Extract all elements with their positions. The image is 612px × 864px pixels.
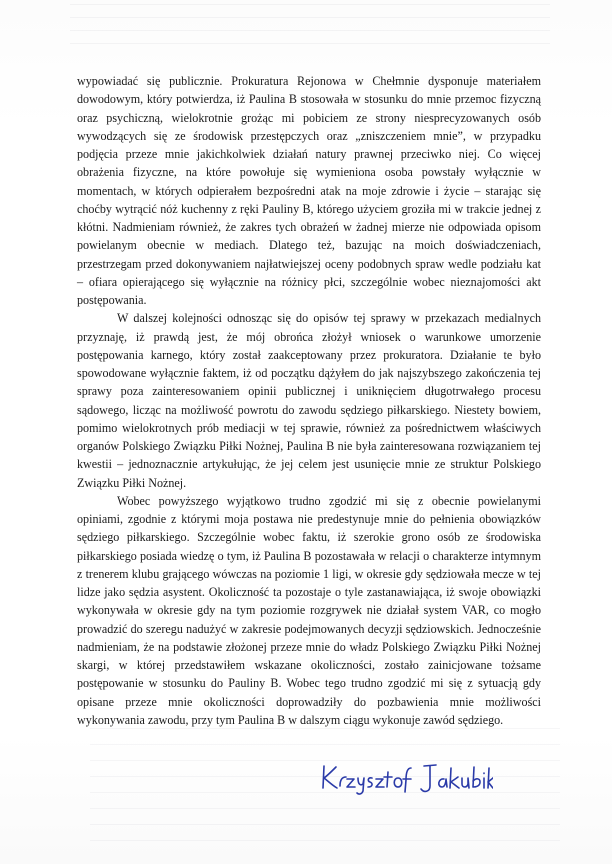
paragraph-referee-duties: Wobec powyższego wyjątkowo trudno zgodzić mi się z obecnie powielanymi opiniami, zgodnie z którymi moja postawa nie predestynuje mnie do pełnienia obowiązków sędziego piłkarskiego. Szczególnie wobec faktu, iż szerokie grono osób ze środowiska piłkarskiego posiada wiedzę o tym, iż Paulina B pozostawała w relacji o charakterze intymnym z trenerem klubu grającego wówczas na poziomie 1 ligi, w okresie gdy sędziowała mecze w tej lidze jako sędzia asystent. Okoliczność ta pozostaje o tyle zastanawiająca, iż swoje obowiązki wykonywała w okresie gdy na tym poziomie rozgrywek nie działał system VAR, co mogło prowadzić do szeregu nadużyć w zakresie podejmowanych decyzji sędziowskich. Jednocześnie nadmieniam, że na podstawie złożonej przeze mnie do władz Polskiego Związku Piłki Nożnej skargi, w której przedstawiłem wskazane okoliczności, zostało zainicjowane tożsame postępowanie w stosunku do Pauliny B. Wobec tego trudno zgodzić mi się z sytuacją gdy opisane przeze mnie okoliczności doprowadziły do pozbawienia mnie możliwości wykonywania zawodu, przy tym Paulina B w dalszym ciągu wykonuje zawód sędziego.	[77, 493, 541, 727]
handwritten-signature	[318, 760, 493, 796]
letter-body	[77, 72, 541, 729]
bleed-through-shadow	[70, 4, 550, 44]
paragraph-media-reports: W dalszej kolejności odnosząc się do opisów tej sprawy w przekazach medialnych przyznaję, iż prawdą jest, że mój obrońca złożył wniosek o warunkowe umorzenie postępowania karnego, który został zaakceptowany przez prokuratora. Działanie te było spowodowane wyłącznie faktem, iż od początku dążyłem do jak najszybszego zakończenia tej sprawy poza zainteresowaniem opinii publicznej i uniknięciem długotrwałego procesu sądowego, licząc na możliwość powrotu do zawodu sędziego piłkarskiego. Niestety bowiem, pomimo wielokrotnych prób mediacji w tej sprawie, również za pośrednictwem właściwych organów Polskiego Związku Piłki Nożnej, Paulina B nie była zainteresowana rozwiązaniem tej kwestii – jednoznacznie artykułując, że jej celem jest usunięcie mnie ze struktur Polskiego Związku Piłki Nożnej.	[77, 311, 541, 490]
paragraph-continuation: wypowiadać się publicznie. Prokuratura Rejonowa w Chełmnie dysponuje materiałem dowodowym, który potwierdza, iż Paulina B stosowała w stosunku do mnie przemoc fizyczną oraz psychiczną, wielokrotnie grożąc mi pobiciem ze strony niesprecyzowanych osób wywodzących się ze środowisk przestępczych oraz „zniszczeniem mnie”, w przypadku podjęcia przeze mnie jakichkolwiek działań natury prawnej przeciwko niej. Co więcej obrażenia fizyczne, na które powołuje się wymieniona osoba powstały wyłącznie w momentach, w których odpierałem bezpośredni atak na moje zdrowie i życie – starając się choćby wytrącić nóż kuchenny z ręki Pauliny B, którego użyciem groziła mi w trakcie jednej z kłótni. Nadmieniam również, że zakres tych obrażeń w żadnej mierze nie odpowiada opisom powielanym obecnie w mediach. Dlatego też, bazując na moich doświadczeniach, przestrzegam przed dokonywaniem najłatwiejszej oceny podobnych spraw wedle podziału kat – ofiara opierającego się wyłącznie na różnicy płci, szczególnie wobec nieznajomości akt postępowania.	[77, 74, 541, 307]
